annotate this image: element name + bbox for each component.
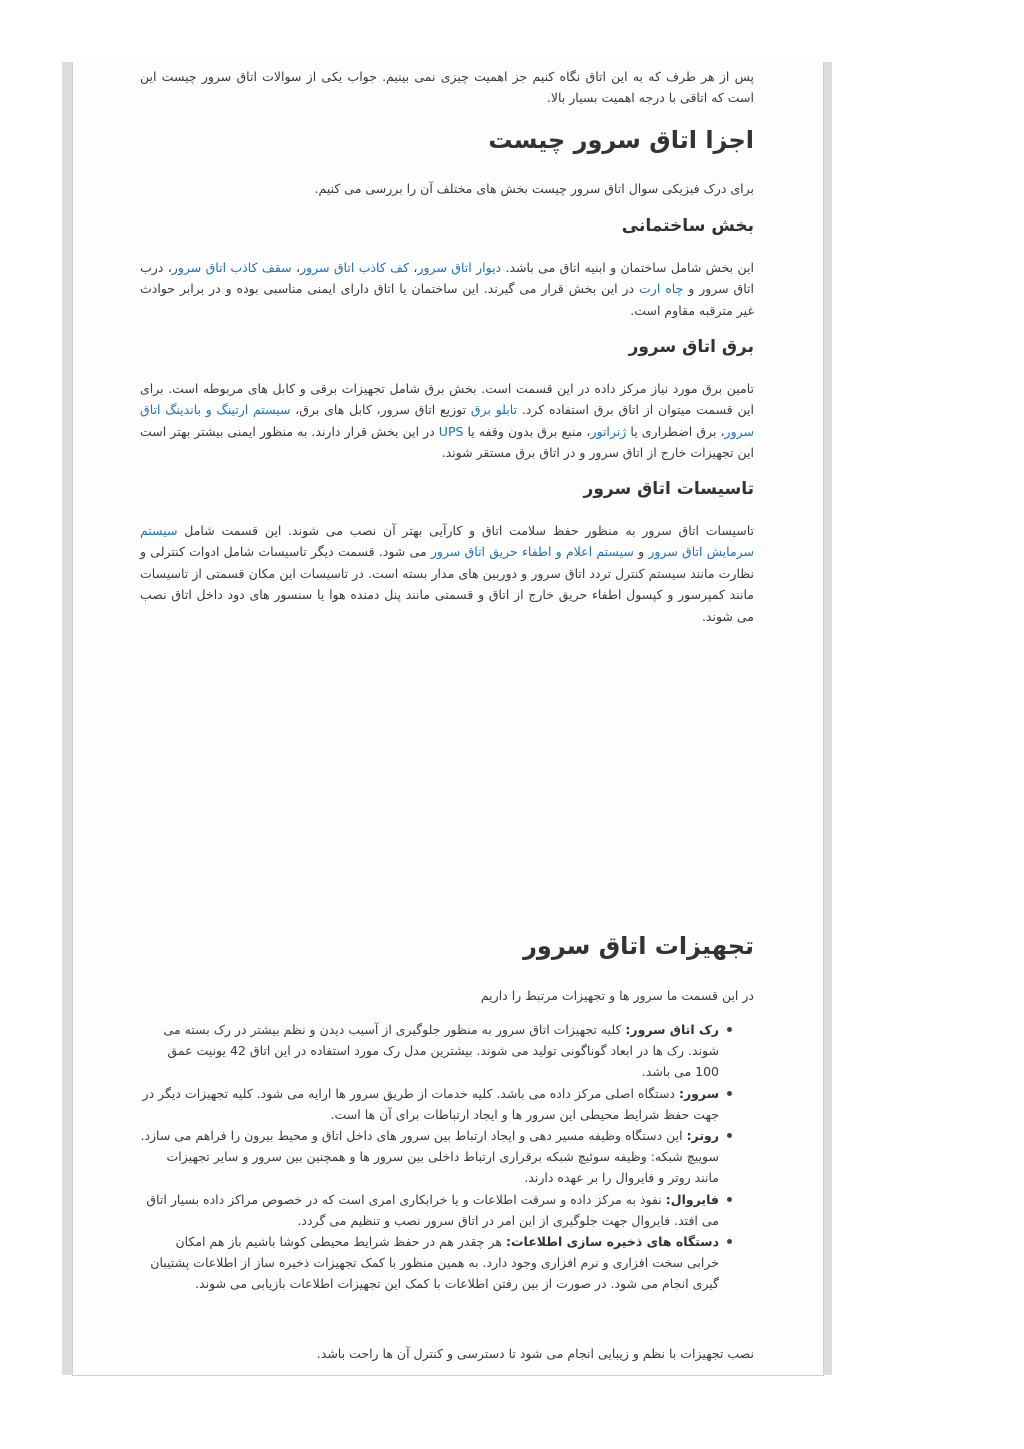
link-cooling-system[interactable]: سیستم سرمایش اتاق سرور (140, 523, 755, 560)
link-electrical-panel[interactable]: تابلو برق (470, 402, 518, 418)
item-text: این دستگاه وظیفه مسیر دهی و ایجاد ارتباط بین سرور های داخل اتاق و محیط بیرون را فراهم می سازد. (140, 1128, 687, 1144)
list-item (140, 1125, 754, 1189)
section-title-components: اجزا اتاق سرور چیست (488, 126, 754, 154)
text: ، (409, 260, 418, 275)
bullet-icon (727, 1239, 732, 1244)
item-text: هر چقدر هم در حفظ شرایط محیطی کوشا باشیم باز هم امکان خرابی سخت افزاری و نرم افزاری وجود دارد. به همین منظور با کمک تجهیزات ذخیره ساز از اطلاعات پشتیبان گیری انجام می شود. در صورت از بین رفتن اطلاعات با کمک این تجهیزات اطلاعات بازیابی می شوند. (150, 1234, 719, 1292)
list-item (140, 1231, 754, 1295)
item-term: سرور: (678, 1085, 719, 1101)
bullet-icon (727, 1197, 732, 1202)
text: ، برق اضطراری یا (626, 423, 725, 439)
item-text: نفوذ به مرکز داده و سرقت اطلاعات و یا خرابکاری امری است که در خصوص مراکز داده بسیار اتاق می افتد. فایروال جهت جلوگیری از این امر در اتاق سرور نصب و تنظیم می گردد. (146, 1191, 719, 1228)
power-paragraph (140, 378, 754, 464)
equipment-list (140, 1019, 754, 1295)
item-term: روتر: (686, 1128, 719, 1144)
list-item (140, 1019, 754, 1083)
bullet-icon (727, 1091, 732, 1096)
text: و (633, 544, 649, 560)
item-term: دستگاه های ذخیره سازی اطلاعات: (505, 1234, 719, 1250)
bullet-icon (727, 1027, 732, 1032)
text: در این بخش قرار دارند. به منظور ایمنی بیشتر بهتر است این تجهیزات خارج از اتاق سرور و در اتاق برق مستقر شوند. (140, 423, 754, 461)
text: می شود. قسمت دیگر تاسیسات شامل ادوات کنترلی و نظارت مانند سیستم کنترل تردد اتاق سرور و دوربین های مدار بسته است. در تاسیسات این مکان قسمتی از تاسیسات مانند کمپرسور و کپسول اطفاء حریق خارج از اتاق و قسمتی مانند پنل دمنده هوا یا سنسور های دود داخل اتاق نصب می شوند. (140, 544, 754, 624)
text: تاسیسات اتاق سرور به منظور حفظ سلامت اتاق و کارآیی بهتر آن نصب می شوند. این قسمت شامل (177, 523, 754, 538)
item-text: دستگاه اصلی مرکز داده می باشد. کلیه خدمات از طریق سرور ها ارایه می شود. کلیه تجهیزات دیگر در جهت حفظ شرایط محیطی این سرور ها و ایجاد ارتباطات برای آن ها است. (142, 1085, 719, 1122)
link-fire-system[interactable]: سیستم اعلام و اطفاء حریق اتاق سرور (430, 544, 634, 560)
list-item (140, 1189, 754, 1231)
intro-paragraph: پس از هر طرف که به این اتاق نگاه کنیم جز اهمیت چیزی نمی بینیم. جواب یکی از سوالات اتاق سرور چیست این است که اتاقی با درجه اهمیت بسیار بالا. (140, 69, 754, 106)
equipment-lead: در این قسمت ما سرور ها و تجهیزات مرتبط را داریم (480, 988, 754, 1003)
text: تامین برق مورد نیاز مرکز داده در این قسمت است. بخش برق شامل تجهیزات برقی و کابل های مربوطه است. برای این قسمت میتوان از اتاق برق استفاده کرد. (140, 381, 754, 418)
section-title-equipment: تجهیزات اتاق سرور (523, 932, 754, 960)
facilities-paragraph (140, 520, 754, 627)
link-generator[interactable]: ژنراتور (590, 423, 627, 439)
link-earth-well[interactable]: چاه ارت (639, 281, 684, 297)
list-item (140, 1083, 754, 1125)
section-title-facilities: تاسیسات اتاق سرور (583, 479, 754, 499)
link-raised-floor[interactable]: کف کاذب اتاق سرور (300, 260, 410, 275)
section-title-power: برق اتاق سرور (628, 337, 754, 357)
text: ، درب اتاق سرور و (140, 260, 755, 297)
text: توزیع اتاق سرور، کابل های برق، (290, 402, 471, 418)
item-term: فایروال: (665, 1191, 719, 1207)
link-ups[interactable]: UPS (438, 423, 464, 439)
text: این بخش شامل ساختمان و ابنیه اتاق می باشد. (501, 260, 754, 275)
building-paragraph (140, 257, 754, 321)
components-lead: برای درک فیزیکی سوال اتاق سرور چیست بخش های مختلف آن را بررسی می کنیم. (314, 181, 754, 196)
bullet-icon (727, 1133, 732, 1138)
link-false-ceiling[interactable]: سقف کاذب اتاق سرور (171, 260, 292, 275)
text: در این بخش قرار می گیرند. این ساختمان یا اتاق دارای ایمنی مناسبی بوده و در برابر حوادث غیر مترقبه مقاوم است. (140, 281, 754, 318)
item-text: کلیه تجهیزات اتاق سرور به منظور جلوگیری از آسیب دیدن و نظم بیشتر در رک بسته می شوند. رک ها در ابعاد گوناگونی تولید می شوند. بیشترین مدل رک مورد استفاده در این اتاق 42 یونیت عمق 100 می باشد. (163, 1022, 719, 1080)
link-earthing-bonding[interactable]: سیستم ارتینگ و باندینگ اتاق سرور (140, 402, 754, 439)
item-term: رک اتاق سرور: (625, 1022, 719, 1037)
text: ، (291, 260, 301, 275)
section-title-building: بخش ساختمانی (621, 216, 754, 236)
link-server-room-wall[interactable]: دیوار اتاق سرور (417, 260, 502, 275)
text: ، منبع برق بدون وقفه یا (463, 423, 591, 439)
item-extra: سوییچ شبکه: وظیفه سوئیچ شبکه برقراری ارتباط داخلی بین سرور ها و همچنین بین سرور و سایر تجهیزات مانند روتر و فایروال را بر عهده دارند. (166, 1149, 719, 1186)
equipment-outro: نصب تجهیزات با نظم و زیبایی انجام می شود تا دسترسی و کنترل آن ها راحت باشد. (316, 1346, 754, 1361)
